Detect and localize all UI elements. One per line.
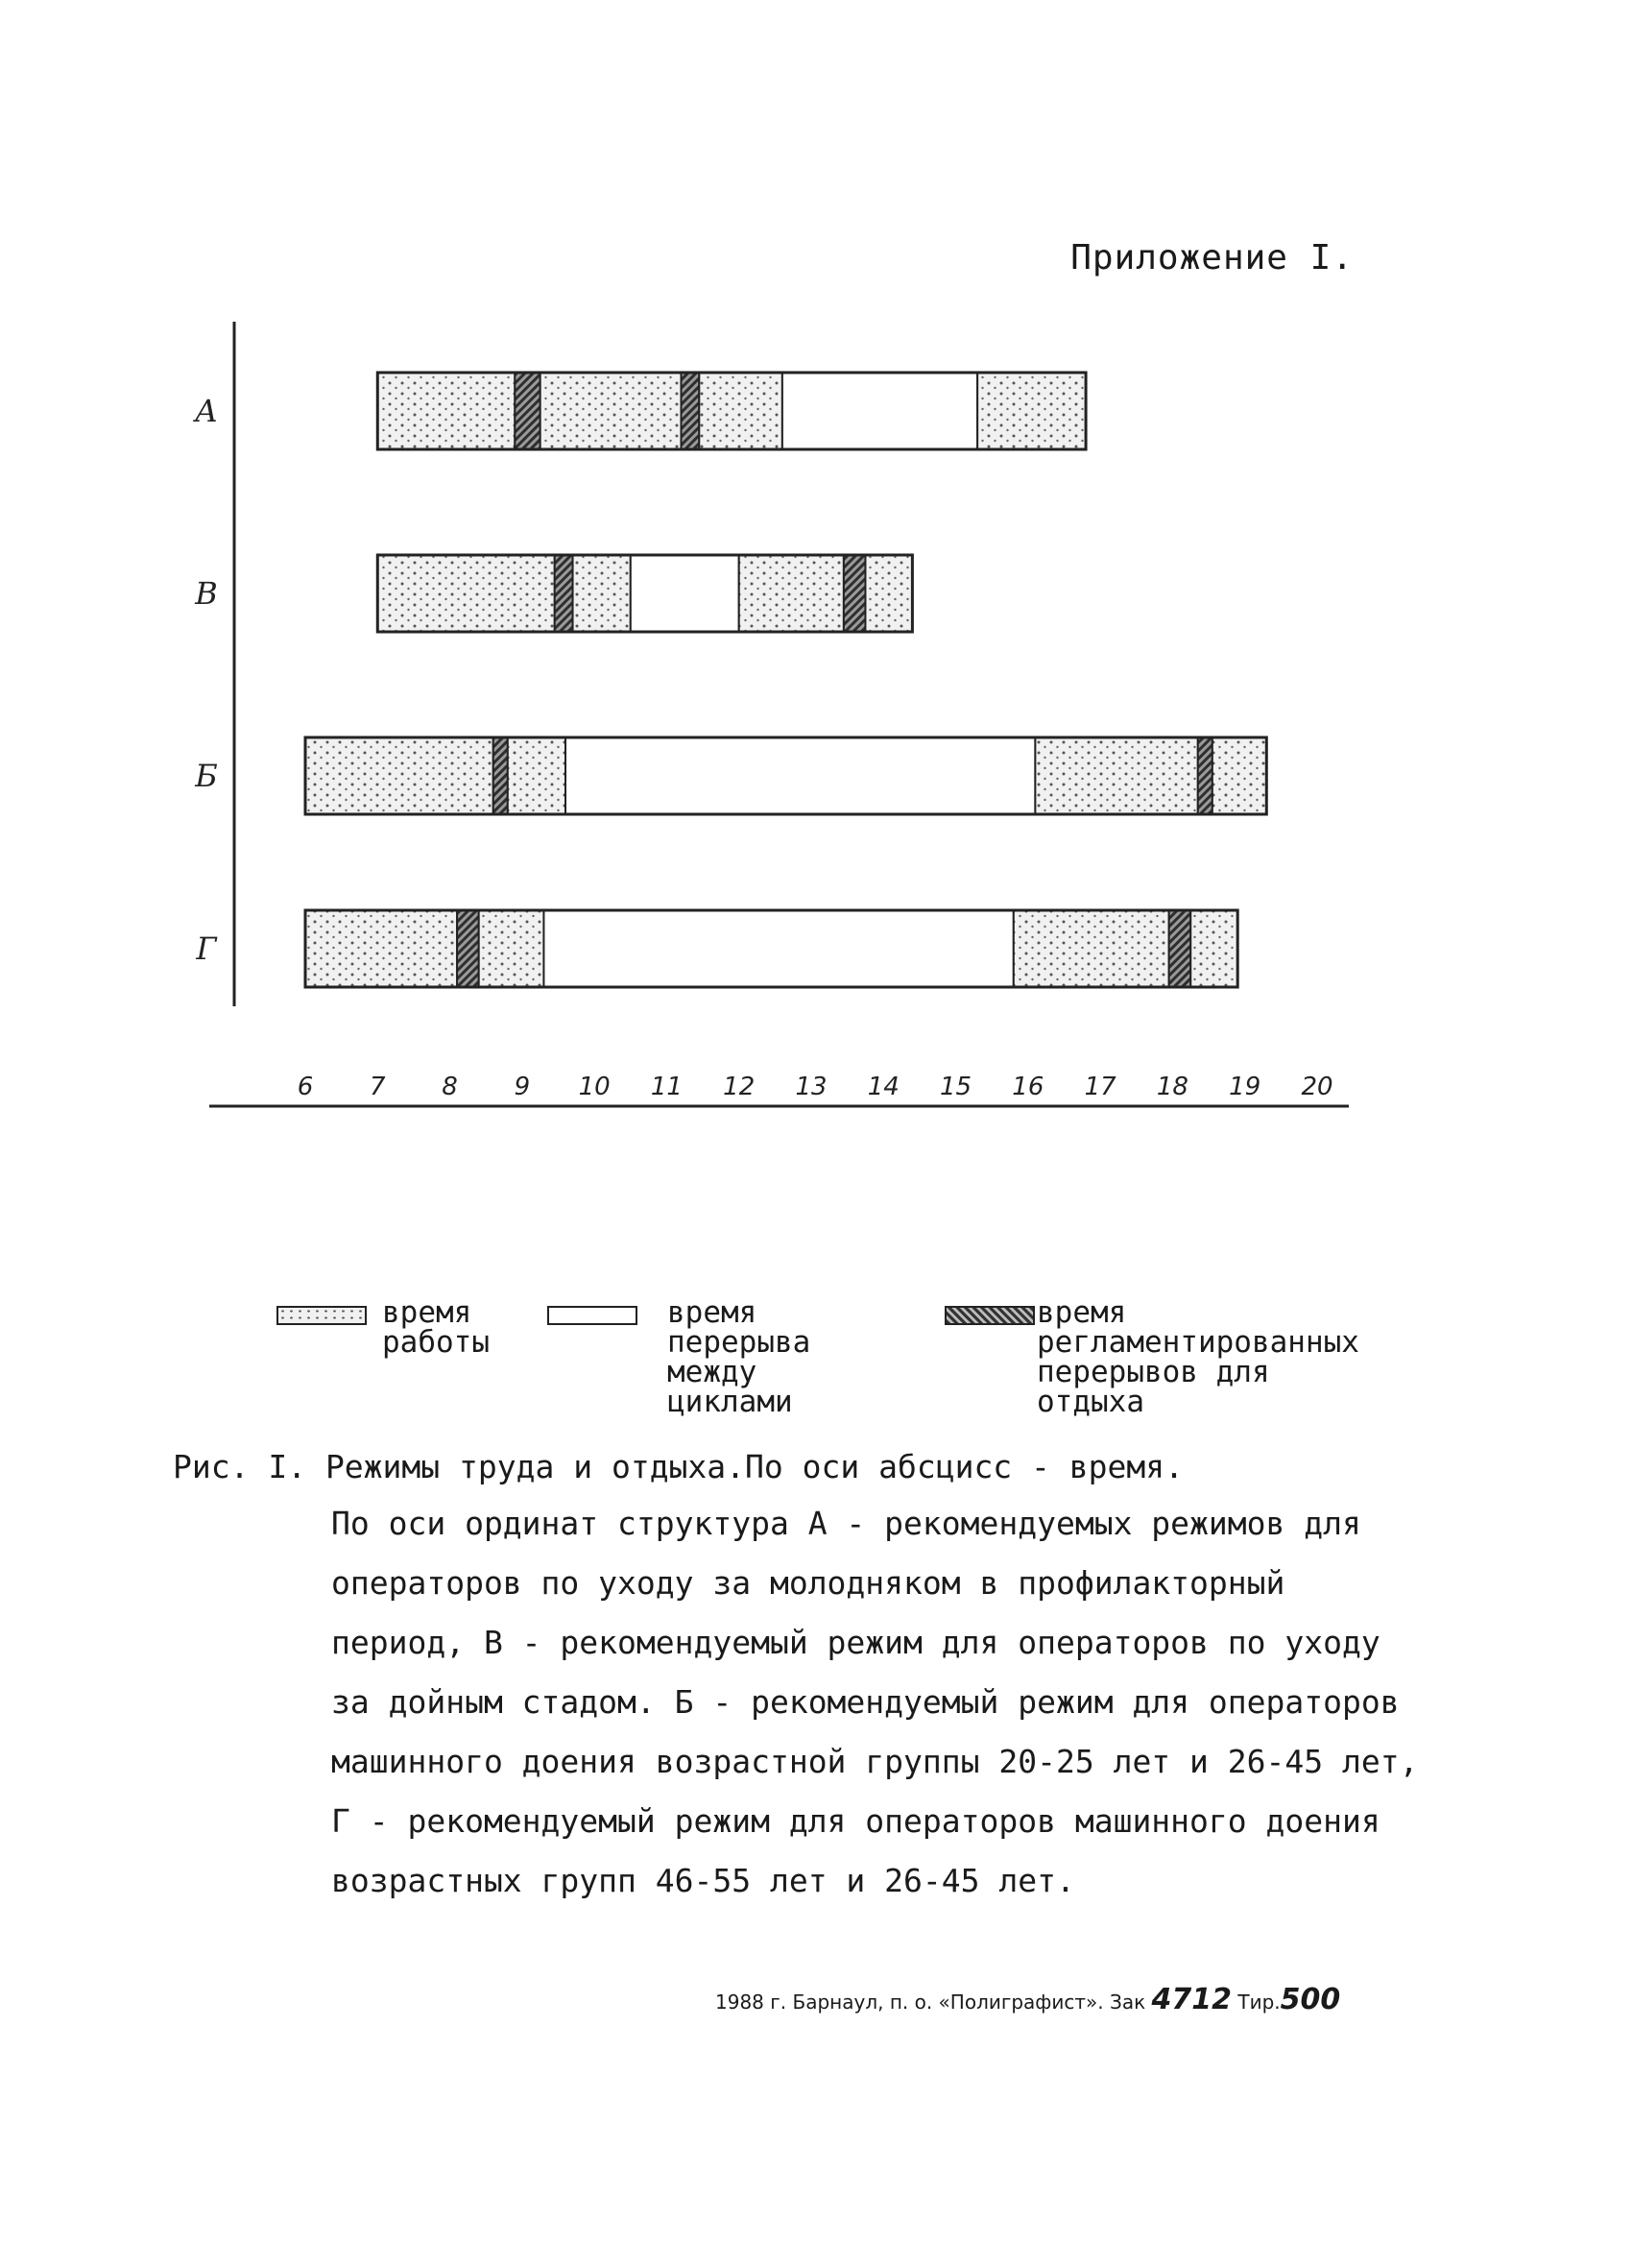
- bar-row-3: [305, 910, 1237, 987]
- bar-segment-rest: [493, 737, 508, 814]
- imprint-text: 1988 г. Барнаул, п. о. «Полиграфист». Зак: [715, 1991, 1152, 2014]
- legend: [276, 1295, 1428, 1419]
- x-tick-label: 14: [867, 1073, 900, 1101]
- x-tick-label: 8: [442, 1073, 458, 1101]
- bar-segment-work: [479, 910, 544, 987]
- bar-segment-work: [377, 373, 515, 449]
- caption-first-line: Рис. I. Режимы труда и отдыха.По оси абсцисс - время.: [173, 1448, 1184, 1485]
- x-tick-label: 11: [650, 1073, 683, 1101]
- row-label: В: [195, 575, 218, 612]
- x-tick-label: 15: [940, 1073, 972, 1101]
- bar-segment-work: [540, 373, 682, 449]
- x-tick-label: 16: [1012, 1073, 1044, 1101]
- legend-swatch-break: [547, 1306, 637, 1325]
- bar-segment-rest: [515, 373, 540, 449]
- x-tick-label: 13: [795, 1073, 828, 1101]
- legend-label-rest: время регламентированных перерывов для отдыха: [1037, 1295, 1359, 1419]
- x-tick-label: 18: [1156, 1073, 1188, 1101]
- bar-segment-rest: [555, 555, 573, 632]
- appendix-title: Приложение I.: [1070, 238, 1354, 277]
- bar-segment-break: [543, 910, 1013, 987]
- bar-segment-work: [1190, 910, 1237, 987]
- bar-segment-work: [508, 737, 565, 814]
- bar-segment-break: [565, 737, 1035, 814]
- bar-segment-work: [1035, 737, 1197, 814]
- bar-segment-rest: [1198, 737, 1212, 814]
- row-label: Г: [196, 930, 217, 967]
- bar-segment-work: [1014, 910, 1169, 987]
- row-label: Б: [195, 758, 218, 794]
- caption-body: По оси ординат структура А - рекомендуемых режимов для операторов по уходу за молодняком в профилакторный период, В - рекомендуемый режим для операторов по уходу за дойным стадом. Б - рекомендуемый режим для операторов машинного доения возрастной группы 20-25 лет и 26-45 лет, Г - рекомендуемый режим для операторов машинного доения возрастных групп 46-55 лет и 26-45 лет.: [331, 1505, 1419, 1899]
- bar-segment-rest: [1169, 910, 1191, 987]
- bar-segment-rest: [844, 555, 866, 632]
- bar-segment-work: [739, 555, 844, 632]
- x-tick-label: 9: [514, 1073, 531, 1101]
- legend-label-work: время работы: [382, 1295, 490, 1360]
- bar-segment-work: [977, 373, 1086, 449]
- x-tick-label: 10: [578, 1073, 611, 1101]
- bar-segment-work: [573, 555, 631, 632]
- bar-row-2: [305, 737, 1266, 814]
- bar-segment-work: [699, 373, 782, 449]
- bar-segment-work: [305, 737, 493, 814]
- bar-row-0: [377, 373, 1086, 449]
- imprint-run-label: Тир.: [1232, 1991, 1281, 2014]
- bar-segment-break: [631, 555, 739, 632]
- bar-row-1: [377, 555, 912, 632]
- x-tick-label: 6: [297, 1073, 314, 1101]
- legend-swatch-work: [276, 1306, 367, 1325]
- x-tick-label: 20: [1301, 1073, 1333, 1101]
- imprint: [715, 1983, 1340, 2016]
- imprint-run-number: 500: [1280, 1983, 1341, 2016]
- bar-segment-rest: [681, 373, 699, 449]
- x-tick-label: 17: [1084, 1073, 1116, 1101]
- x-tick-label: 19: [1229, 1073, 1261, 1101]
- bar-segment-work: [377, 555, 554, 632]
- x-tick-label: 7: [370, 1073, 386, 1101]
- bar-segment-work: [1212, 737, 1266, 814]
- bar-segment-work: [865, 555, 912, 632]
- legend-swatch-rest: [945, 1306, 1035, 1325]
- imprint-order-number: 4712: [1151, 1983, 1233, 2016]
- row-label: А: [194, 393, 219, 429]
- figure-caption: [173, 1448, 1421, 1911]
- bar-segment-work: [305, 910, 457, 987]
- bar-segment-rest: [457, 910, 479, 987]
- x-tick-label: 12: [723, 1073, 756, 1101]
- legend-label-break: время перерыва между циклами: [667, 1295, 811, 1419]
- bar-segment-break: [782, 373, 977, 449]
